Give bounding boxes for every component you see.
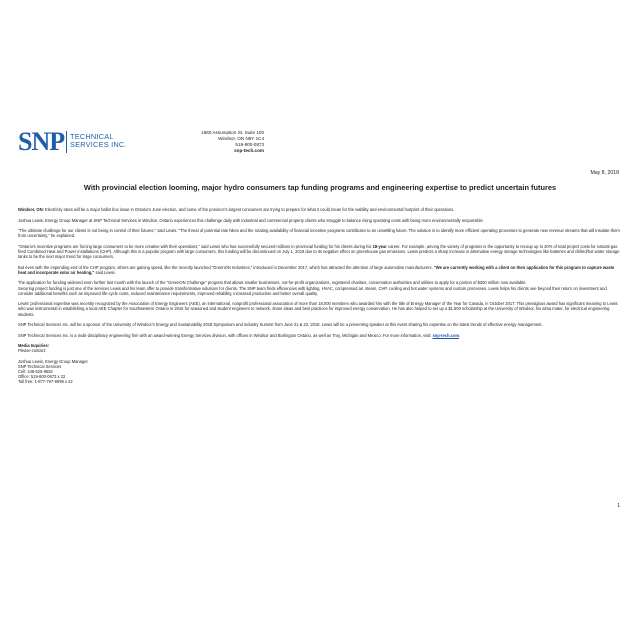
paragraph-8: SNP Technical Services Inc. will be a sponsor of the University of Windsor's Energy and Sustainability 2018 Symposium and Industry Summit from June 21 & 22, 2018. Lewis will be a presenting speaker at this event sharing his expertise on the latest trends of effective energy management. [18,322,543,328]
body-text [18,207,622,385]
paragraph-5 [18,265,622,275]
paragraph-6: The application for funding widened even further last month with the launch of the "GreenON Challenge" program that allows smaller businesses, not-for-profit organizations, registered charities, conservation authorities and utilities to apply for a portion of $300 million now available. [18,280,527,286]
paragraph-5-quote: "We are currently working with a client on their application for this program to capture waste heat and incorporate solar air heating," [18,264,615,275]
website-link[interactable]: snp-tech.com [432,332,460,338]
address-website: snp-tech.com [234,148,264,153]
address-line-2: Windsor, ON N8Y 1C4 [218,136,264,141]
company-logo [18,127,127,156]
logo-line-1: TECHNICAL [70,132,114,141]
paragraph-9-text-b: . [459,332,461,338]
paragraph-3: "The ultimate challenge for our clients is not being in control of their futures," said Lewis. "The threat of potential rate hikes and the rotating availability of financial incentive programs contributes to an unsettling future. The solution is to identify more efficient operating processes to generate new revenue streams that will insulate them from uncertainty," he explained. [18,228,620,239]
paragraph-5-text-a: But even with the impending end of the CHP program, others are gaining speed, like the recently launched "GreenON Industries," introduced in December 2017, which has attracted the attention of large automotive manufacturers. [18,264,434,270]
paragraph-4-text-b: career. For example, among the variety of programs is the opportunity to recoup up to 40% of total project costs for natural-gas fired Combined Heat and Power installations (CHP). Although this is a popular program with large consumers, this funding will be discontinued on July 1, 2018 due to its negative effect on greenhouse gas emissions. Lewis predicts a sharp increase in alternative energy storage technologies like batteries and chilled/hot water storage tanks to be the next major trend for large consumers. [18,243,620,260]
headline: With provincial election looming, major hydro consumers tap funding programs and engineering expertise to predict uncertain futures [83,183,557,192]
paragraph-7: Lewis' professional expertise was recently recognized by the Association of Energy Engineers (AEE), an international, nonprofit professional association of more than 18,000 members who awarded him with the title of Energy Manager of the Year for Canada, in October 2017. This prestigious award has significant meaning to Lewis who was instrumental in establishing a local AEE Chapter for Southwestern Ontario in 2016 for seasoned and student engineers to network, share ideas and best practices for improved energy conservation. He has also helped to set up a $1,500 scholarship at the University of Windsor, his alma mater, for electrical engineering students. [18,301,618,317]
logo-mark: SNP [18,127,65,156]
paragraph-9-text-a: SNP Technical Services Inc. is a multi-disciplinary engineering firm with an award-winning Energy Services division, with offices in Windsor and Burlington Ontario, as well as Troy, Michigan and Mexico. For more information, visit: [18,332,433,338]
logo-divider [66,131,67,153]
contact-cell: Cell: 248-525-9592 [18,368,53,374]
contact-company: SNP Technical Services [18,363,62,369]
paragraph-1-text: Electricity rates will be a major ballot box issue in Ontario's June election, and some of the province's largest consumers are trying to prepare for what it could mean for the viability and environmental footprint of their operations. [43,207,455,212]
company-address [192,130,264,154]
page-number: 1 [617,503,620,509]
release-date: May 8, 2018 [590,170,619,176]
paragraph-1 [18,207,622,212]
paragraph-9 [18,333,622,338]
paragraph-4-text-a: "Ontario's incentive programs are forcing large consumers to be more creative with their operations," said Lewis who has successfully secured millions in provincial funding for his clients during his [18,243,373,249]
media-inquiries-heading: Media Inquiries: [18,343,50,349]
contact-tollfree: Toll free: 1-877-767-9099 x 22 [18,379,73,385]
contact-name: Joshua Lewis, Energy Group Manager [18,358,88,364]
logo-line-2: SERVICES INC. [70,140,127,150]
dateline: Windsor, ON: [18,207,44,212]
media-contact [18,343,622,384]
please-contact: Please contact: [18,348,46,354]
paragraph-6b: Securing project funding is just one of the services Lewis and his team offer to provide transformative solutions for clients. The SNP team finds efficiencies with lighting, HVAC, compressed air, steam, CHP, cooling and hot water systems and custom processes. Lewis helps his clients see beyond their return on investment and consider additional benefits such as improved life-cycle costs, reduced maintenance requirements, improved reliability, increased production and better overall quality. [18,285,607,296]
paragraph-5-text-b: said Lewis. [94,269,116,275]
address-line-1: 1860 Assumption St. Suite 100 [201,130,264,135]
logo-subtitle [70,133,127,149]
paragraph-4-bold: 18-year [372,243,387,249]
contact-office: Office: 519-800-0873 x 22 [18,374,66,380]
paragraph-4 [18,244,622,260]
paragraph-2: Joshua Lewis, Energy Group Manager at SNP Technical Services in Windsor, Ontario experiences this challenge daily with industrial and commercial property clients who struggle to balance rising operating costs with being more environmentally responsible. [18,217,484,223]
address-phone: 519-800-0873 [235,142,264,147]
